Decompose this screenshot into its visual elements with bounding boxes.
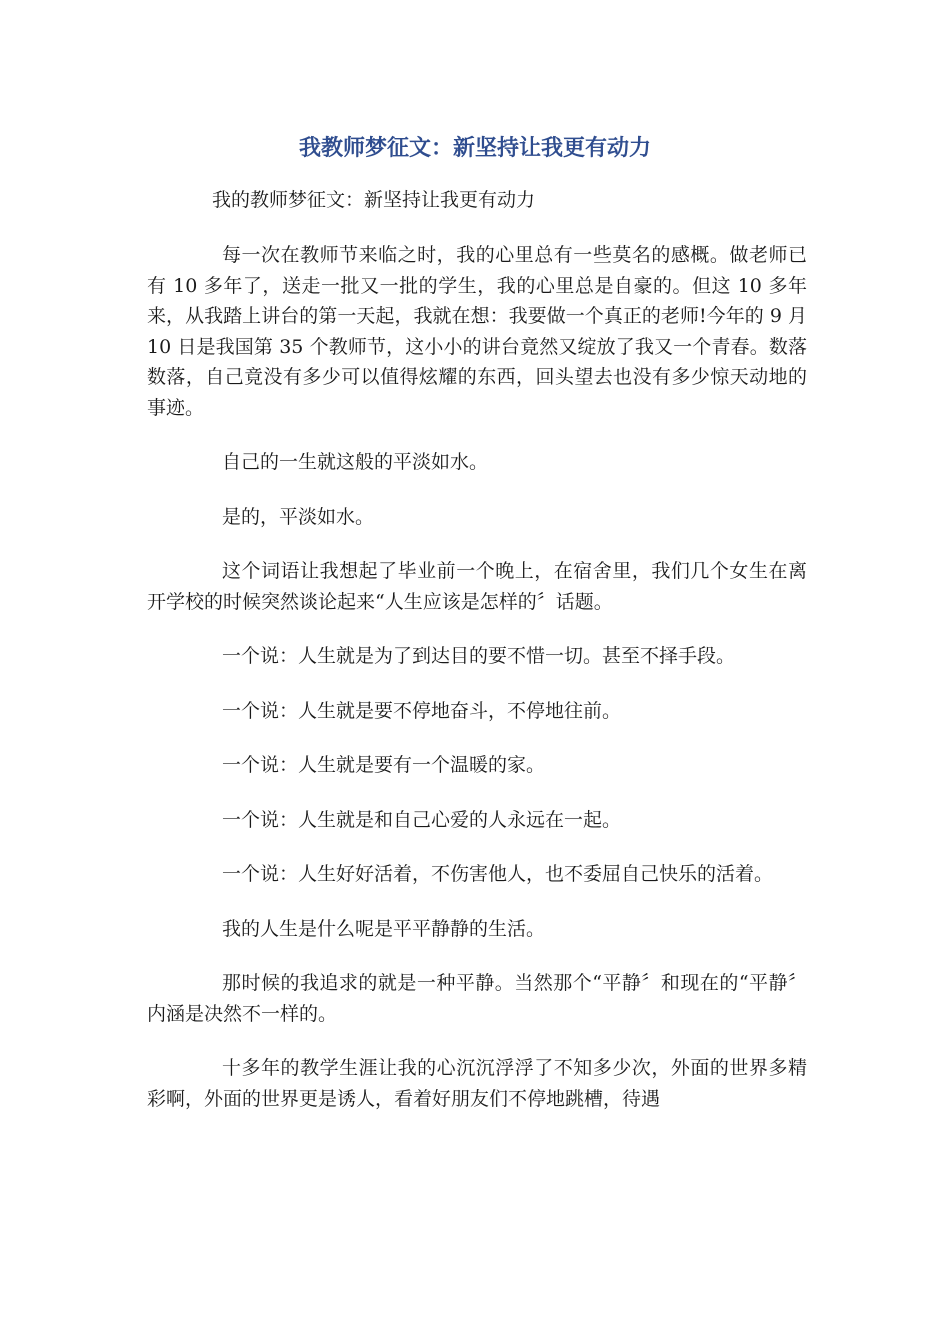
- document-title: 我教师梦征文：新坚持让我更有动力: [298, 136, 651, 161]
- paragraph: 这个词语让我想起了毕业前一个晚上，在宿舍里，我们几个女生在离开学校的时候突然谈论起来“人生应该是怎样的〞话题。: [147, 560, 807, 613]
- paragraph: 是的，平淡如水。: [222, 505, 375, 528]
- paragraph: 我的人生是什么呢是平平静静的生活。: [222, 917, 546, 940]
- paragraph: 一个说：人生就是为了到达目的要不惜一切。甚至不择手段。: [222, 645, 736, 667]
- paragraph: 那时候的我追求的就是一种平静。当然那个“平静〞和现在的“平静〞内涵是决然不一样的。: [147, 972, 807, 1025]
- paragraph: 十多年的教学生涯让我的心沉沉浮浮了不知多少次，外面的世界多精彩啊，外面的世界更是诱人，看着好朋友们不停地跳槽，待遇: [147, 1057, 807, 1110]
- paragraph: 一个说：人生就是和自己心爱的人永远在一起。: [222, 808, 622, 831]
- document-subtitle: 我的教师梦征文：新坚持让我更有动力: [212, 189, 536, 211]
- document-body: [147, 240, 807, 1138]
- paragraph: 一个说：人生好好活着，不伤害他人，也不委屈自己快乐的活着。: [222, 863, 774, 885]
- paragraph: 每一次在教师节来临之时，我的心里总有一些莫名的感概。做老师已有 10 多年了，送走一批又一批的学生，我的心里总是自豪的。但这 10 多年来，从我踏上讲台的第一天起，我就在想：我要做一个真正的老师!今年的 9 月 10 日是我国第 35 个教师节，这小小的讲台竟然又绽放了我又一个青春。数落数落，自己竟没有多少可以值得炫耀的东西，回头望去也没有多少惊天动地的事迹。: [147, 244, 807, 419]
- paragraph: 自己的一生就这般的平淡如水。: [222, 451, 489, 473]
- paragraph: 一个说：人生就是要有一个温暖的家。: [222, 754, 546, 776]
- paragraph: 一个说：人生就是要不停地奋斗，不停地往前。: [222, 699, 622, 722]
